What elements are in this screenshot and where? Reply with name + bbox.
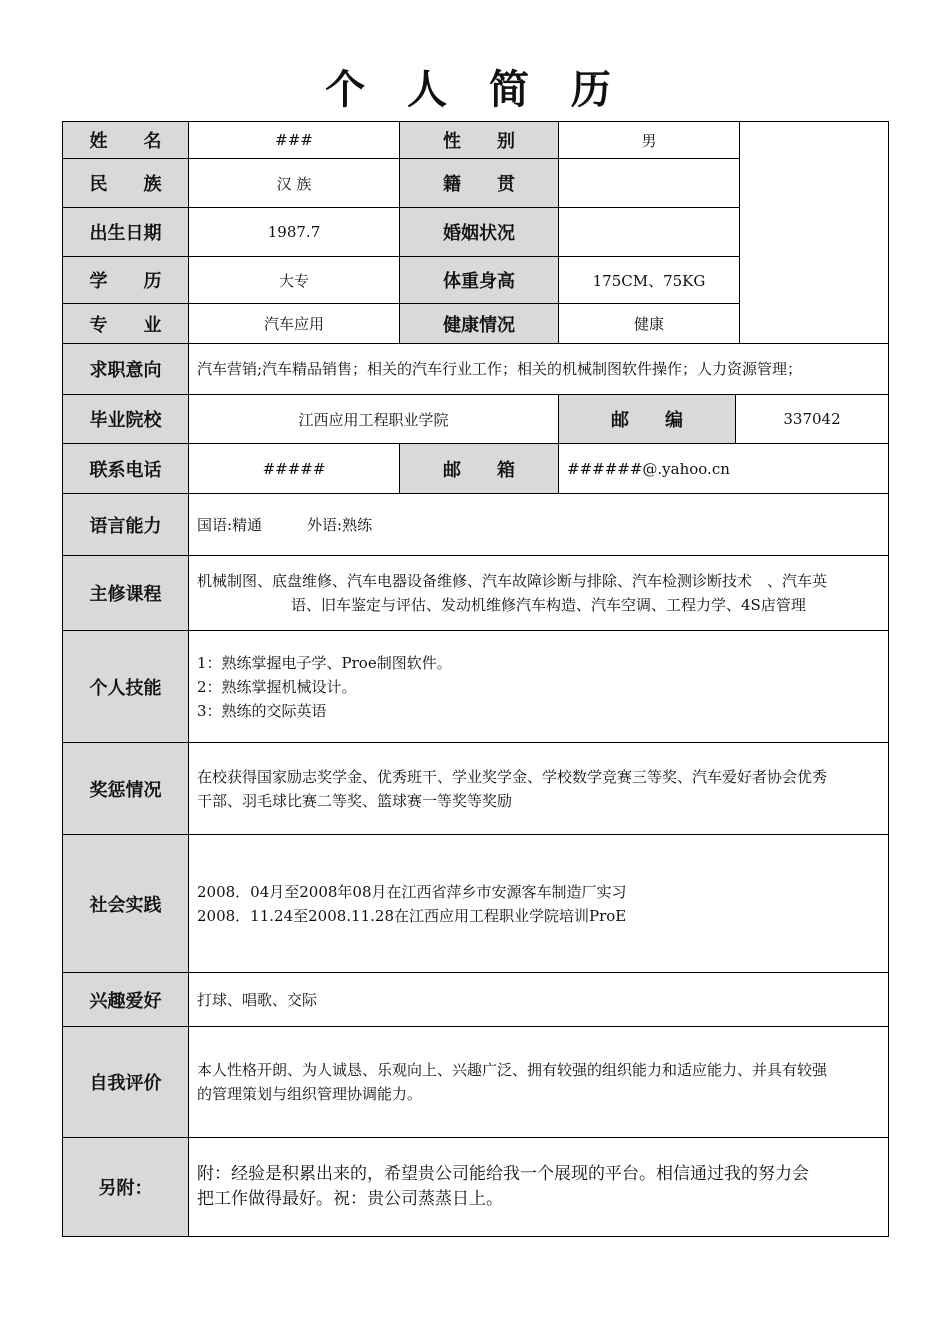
zip-label: 邮 编	[559, 395, 736, 444]
marital-label: 婚姻状况	[400, 208, 559, 257]
awards-label: 奖惩情况	[63, 743, 189, 835]
school-label: 毕业院校	[63, 395, 189, 444]
zip-value: 337042	[736, 395, 888, 444]
awards-line-1: 在校获得国家励志奖学金、优秀班干、学业奖学金、学校数学竞赛三等奖、汽车爱好者协会优秀	[197, 767, 828, 786]
resume-table	[62, 121, 889, 1237]
gender-value: 男	[559, 122, 740, 159]
courses-line-1: 机械制图、底盘维修、汽车电器设备维修、汽车故障诊断与排除、汽车检测诊断技术 、汽车英	[197, 572, 828, 590]
courses-label: 主修课程	[63, 556, 189, 631]
skills-line-1: 1：熟练掌握电子学、Proe制图软件。	[197, 653, 452, 672]
courses-line-2: 语、旧车鉴定与评估、发动机维修汽车构造、汽车空调、工程力学、4S店管理	[291, 596, 806, 614]
intent-label: 求职意向	[63, 344, 189, 395]
major-label: 专 业	[63, 304, 189, 344]
health-value: 健康	[559, 304, 740, 344]
awards-line-2: 干部、羽毛球比赛二等奖、篮球赛一等奖等奖励	[197, 791, 513, 810]
education-label: 学 历	[63, 257, 189, 304]
practice-label: 社会实践	[63, 835, 189, 973]
practice-value	[189, 835, 888, 973]
email-value: ######@.yahoo.cn	[559, 444, 888, 494]
ethnic-value: 汉 族	[189, 159, 400, 208]
birth-value: 1987.7	[189, 208, 400, 257]
name-label: 姓 名	[63, 122, 189, 159]
major-value: 汽车应用	[189, 304, 400, 344]
hobby-value: 打球、唱歌、交际	[189, 973, 888, 1027]
skills-label: 个人技能	[63, 631, 189, 743]
birth-label: 出生日期	[63, 208, 189, 257]
gender-label: 性 别	[400, 122, 559, 159]
body-value: 175CM、75KG	[559, 257, 740, 304]
intent-value: 汽车营销;汽车精品销售；相关的汽车行业工作；相关的机械制图软件操作；人力资源管理；	[189, 344, 888, 395]
hobby-label: 兴趣爱好	[63, 973, 189, 1027]
skills-line-3: 3：熟练的交际英语	[197, 701, 327, 720]
health-label: 健康情况	[400, 304, 559, 344]
body-label: 体重身高	[400, 257, 559, 304]
phone-value: #####	[189, 444, 400, 494]
name-value: ###	[189, 122, 400, 159]
marital-value	[559, 208, 740, 257]
language-label: 语言能力	[63, 494, 189, 556]
self-eval-line-2: 的管理策划与组织管理协调能力。	[197, 1085, 423, 1103]
ethnic-label: 民 族	[63, 159, 189, 208]
school-value: 江西应用工程职业学院	[189, 395, 559, 444]
practice-line-1: 2008．04月至2008年08月在江西省萍乡市安源客车制造厂实习	[197, 882, 627, 901]
origin-value	[559, 159, 740, 208]
email-label: 邮 箱	[400, 444, 559, 494]
photo-area	[740, 122, 888, 344]
self-eval-line-1: 本人性格开朗、为人诚恳、乐观向上、兴趣广泛、拥有较强的组织能力和适应能力、并具有较强	[197, 1061, 828, 1079]
origin-label: 籍 贯	[400, 159, 559, 208]
education-value: 大专	[189, 257, 400, 304]
language-value: 国语:精通 外语:熟练	[189, 494, 888, 556]
skills-line-2: 2：熟练掌握机械设计。	[197, 677, 357, 696]
self-eval-value	[189, 1027, 888, 1138]
phone-label: 联系电话	[63, 444, 189, 494]
extra-label: 另附：	[63, 1138, 189, 1236]
extra-value	[189, 1138, 888, 1236]
courses-value	[189, 556, 888, 631]
extra-line-1: 附：经验是积累出来的，希望贵公司能给我一个展现的平台。相信通过我的努力会	[197, 1164, 809, 1184]
skills-value	[189, 631, 888, 743]
extra-line-2: 把工作做得最好。祝：贵公司蒸蒸日上。	[197, 1189, 503, 1209]
practice-line-2: 2008．11.24至2008.11.28在江西应用工程职业学院培训ProE	[197, 906, 627, 925]
awards-value	[189, 743, 888, 835]
self-eval-label: 自我评价	[63, 1027, 189, 1138]
page-title: 个 人 简 历	[325, 67, 625, 113]
